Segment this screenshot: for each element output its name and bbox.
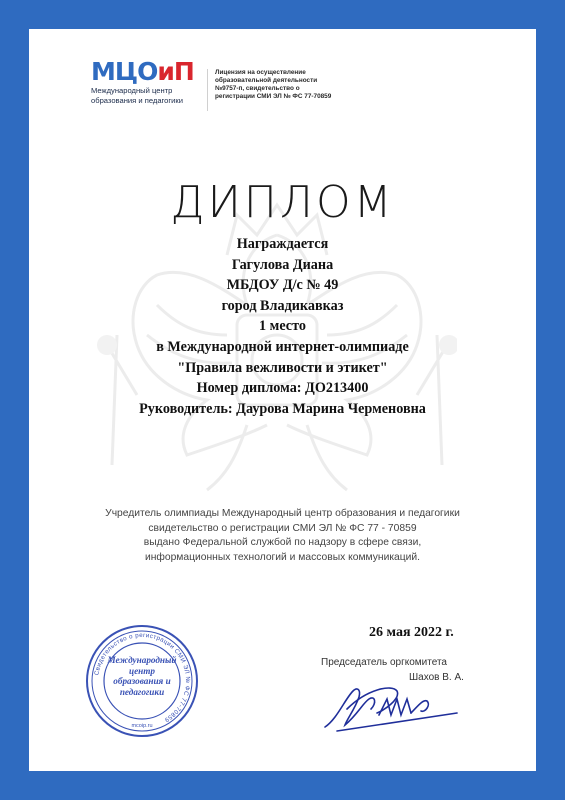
header-divider [207,69,208,111]
award-place: 1 место [259,318,306,335]
issue-date: 26 мая 2022 г. [369,625,454,640]
supervisor-name: Руководитель: Даурова Марина Черменовна [139,400,426,417]
stamp-line3: образования и [113,676,171,686]
founder-note-line1: Учредитель олимпиады Международный центр образования и педагогики [105,508,460,519]
awarded-label: Награждается [236,236,329,252]
diploma-content [29,29,536,771]
logo-subtitle-line1: Международный центр [91,86,173,95]
chair-role: Председатель оргкомитета [321,657,447,668]
logo-wordmark [91,59,211,85]
license-info: Лицензия на осуществление образовательной деятельности №9757-п, свидетельство о регистрации СМИ ЭЛ № ФС 77-70859 [215,69,332,100]
recipient-name: Гагулова Диана [231,256,334,273]
stamp-line2: центр [128,665,156,676]
founder-note [59,507,506,565]
award-text [29,234,536,419]
logo-wordmark-accent: иП [157,57,194,86]
founder-note-line2: свидетельство о регистрации СМИ ЭЛ № ФС 77 - 70859 [148,522,417,534]
recipient-city: город Владикавказ [221,297,344,314]
diploma-number: Номер диплома: ДО213400 [196,380,369,397]
signature-icon [317,669,467,739]
founder-note-line3: выдано Федеральной службой по надзору в сфере связи, [143,537,422,548]
stamp-site: mcoip.ru [131,723,153,729]
event-description: в Международной интернет-олимпиаде [156,338,409,355]
recipient-organization: МБДОУ Д/с № 49 [226,277,339,294]
olympiad-name: "Правила вежливости и этикет" [177,359,388,376]
stamp-line1: Международный [107,655,177,665]
stamp-line4: педагогики [119,686,165,697]
stamp-center-text [84,655,200,697]
logo-subtitle-line2: образования и педагогики [91,96,183,105]
organization-logo [91,59,211,105]
chair-name: Шахов В. А. [409,672,464,683]
logo-wordmark-main: МЦО [91,57,158,86]
founder-note-line4: информационных технологий и массовых коммуникаций. [144,551,421,563]
diploma-title: ДИПЛОМ [170,177,395,228]
stamp-ring-text: Свидетельство о регистрации СМИ ЭЛ № ФС 77-70859 [93,631,192,724]
